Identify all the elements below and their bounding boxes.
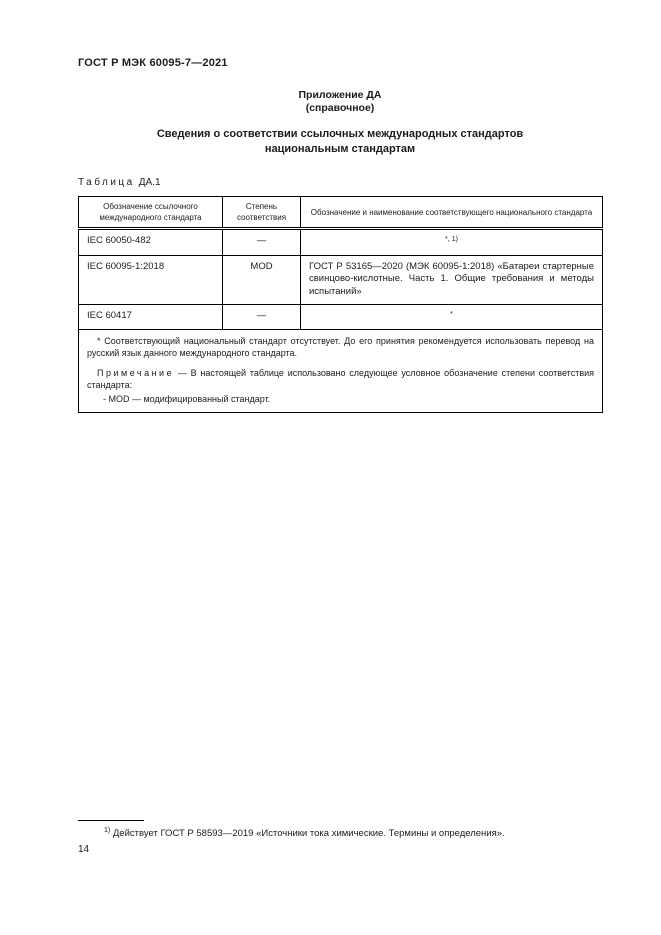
page-footnote <box>78 820 602 841</box>
cell-degree: — <box>223 304 301 330</box>
column-header-degree: Степень соответствия <box>223 197 301 229</box>
section-title-line2: национальным стандартам <box>264 143 416 155</box>
doc-header: ГОСТ Р МЭК 60095-7—2021 <box>78 57 228 69</box>
table-footnote-row <box>79 330 603 413</box>
appendix-title: Приложение ДА <box>298 89 382 101</box>
cell-reference-standard: IEC 60095-1:2018 <box>79 255 223 304</box>
correspondence-table <box>78 196 603 413</box>
page-footnote-text <box>78 826 602 841</box>
table-row <box>79 255 603 304</box>
footnote-marker: *, 1) <box>445 236 458 244</box>
table-header-row <box>79 197 603 229</box>
cell-national-standard <box>301 229 603 256</box>
table-footnote-cell <box>79 330 603 413</box>
appendix-heading <box>78 89 602 115</box>
cell-degree: MOD <box>223 255 301 304</box>
page-footnote-marker: 1) <box>104 827 111 834</box>
cell-reference-standard: IEC 60417 <box>79 304 223 330</box>
cell-national-standard: ГОСТ Р 53165—2020 (МЭК 60095-1:2018) «Батареи стартерные свинцово-кислотные. Часть 1. Общие требования и методы испытаний» <box>301 255 603 304</box>
table-row <box>79 229 603 256</box>
table-note-text: — В настоящей таблице использовано следующее условное обозначение степени соответствия стандарта: <box>87 367 594 390</box>
table-footnote-text: * Соответствующий национальный стандарт отсутствует. До его принятия рекомендуется использовать перевод на русский язык данного международного стандарта. <box>87 336 594 358</box>
column-header-national-standard: Обозначение и наименование соответствующего национального стандарта <box>301 197 603 229</box>
appendix-subtitle: (справочное) <box>305 102 375 114</box>
cell-degree: — <box>223 229 301 256</box>
cell-reference-standard: IEC 60050-482 <box>79 229 223 256</box>
page-footnote-body: Действует ГОСТ Р 58593—2019 «Источники тока химические. Термины и определения». <box>112 828 505 840</box>
table-caption-number: ДА.1 <box>138 177 161 188</box>
table-note-item: - MOD — модифицированный стандарт. <box>103 393 271 404</box>
table-caption <box>78 177 161 188</box>
table-caption-word: Таблица <box>78 177 135 188</box>
cell-national-standard <box>301 304 603 330</box>
table-row <box>79 304 603 330</box>
table-note-label: Примечание <box>97 367 175 378</box>
table-note <box>87 368 594 392</box>
footnote-divider <box>78 820 144 821</box>
column-header-reference-standard: Обозначение ссылочного международного стандарта <box>79 197 223 229</box>
section-title <box>78 127 602 157</box>
page-number: 14 <box>78 844 90 855</box>
section-title-line1: Сведения о соответствии ссылочных международных стандартов <box>156 128 524 140</box>
footnote-marker: * <box>450 310 453 318</box>
